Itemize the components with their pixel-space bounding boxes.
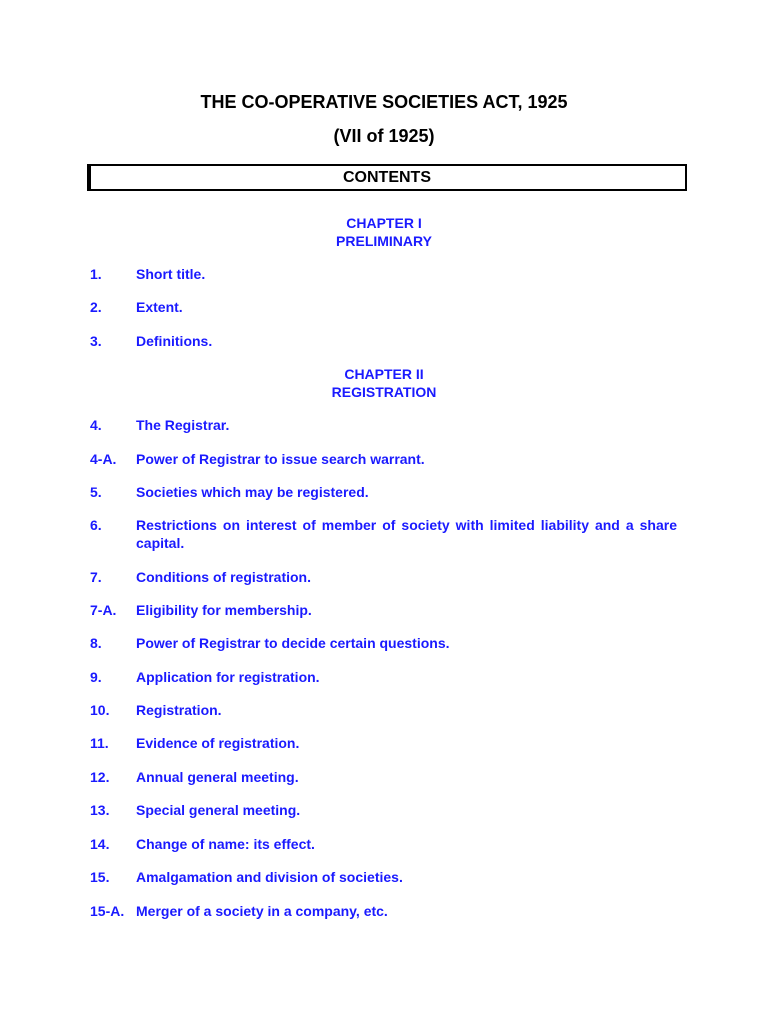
contents-heading: CONTENTS	[87, 164, 687, 191]
section-title: Special general meeting.	[136, 802, 301, 818]
section-number: 15-A.	[90, 903, 125, 919]
section-number: 8.	[90, 635, 102, 651]
section-title: Extent.	[136, 299, 183, 315]
section-title: Societies which may be registered.	[136, 484, 369, 500]
section-number: 4.	[90, 417, 102, 433]
section-number: 2.	[90, 299, 102, 315]
section-title: Eligibility for membership.	[136, 602, 312, 618]
section-number: 3.	[90, 333, 102, 349]
section-number: 6.	[90, 517, 102, 533]
chapter-name: REGISTRATION	[331, 384, 437, 400]
section-title: Power of Registrar to decide certain questions.	[136, 635, 450, 651]
section-title: Registration.	[136, 702, 222, 718]
chapter-name: PRELIMINARY	[336, 233, 432, 249]
section-number: 14.	[90, 836, 110, 852]
section-number: 11.	[90, 735, 109, 751]
section-number: 1.	[90, 266, 102, 282]
section-number: 15.	[90, 869, 110, 885]
section-title: Application for registration.	[136, 669, 320, 685]
section-number: 13.	[90, 802, 110, 818]
section-title: Evidence of registration.	[136, 735, 300, 751]
section-title: Merger of a society in a company, etc.	[136, 903, 388, 919]
section-title: Restrictions on interest of member of society with limited liability and a share capital.	[136, 517, 677, 551]
section-title: Conditions of registration.	[136, 569, 311, 585]
section-title: Change of name: its effect.	[136, 836, 315, 852]
section-number: 4-A.	[90, 451, 117, 467]
document-title: THE CO-OPERATIVE SOCIETIES ACT, 1925	[200, 92, 568, 112]
section-title: Power of Registrar to issue search warrant.	[136, 451, 425, 467]
chapter-label: CHAPTER II	[344, 366, 424, 382]
act-number: (VII of 1925)	[333, 126, 435, 146]
section-number: 12.	[90, 769, 110, 785]
section-number: 9.	[90, 669, 102, 685]
chapter-label: CHAPTER I	[346, 215, 422, 231]
section-title: Annual general meeting.	[136, 769, 299, 785]
section-number: 7-A.	[90, 602, 117, 618]
section-number: 5.	[90, 484, 102, 500]
section-title: Definitions.	[136, 333, 213, 349]
section-number: 10.	[90, 702, 110, 718]
section-title: Amalgamation and division of societies.	[136, 869, 403, 885]
section-title: The Registrar.	[136, 417, 230, 433]
section-number: 7.	[90, 569, 102, 585]
section-title: Short title.	[136, 266, 206, 282]
